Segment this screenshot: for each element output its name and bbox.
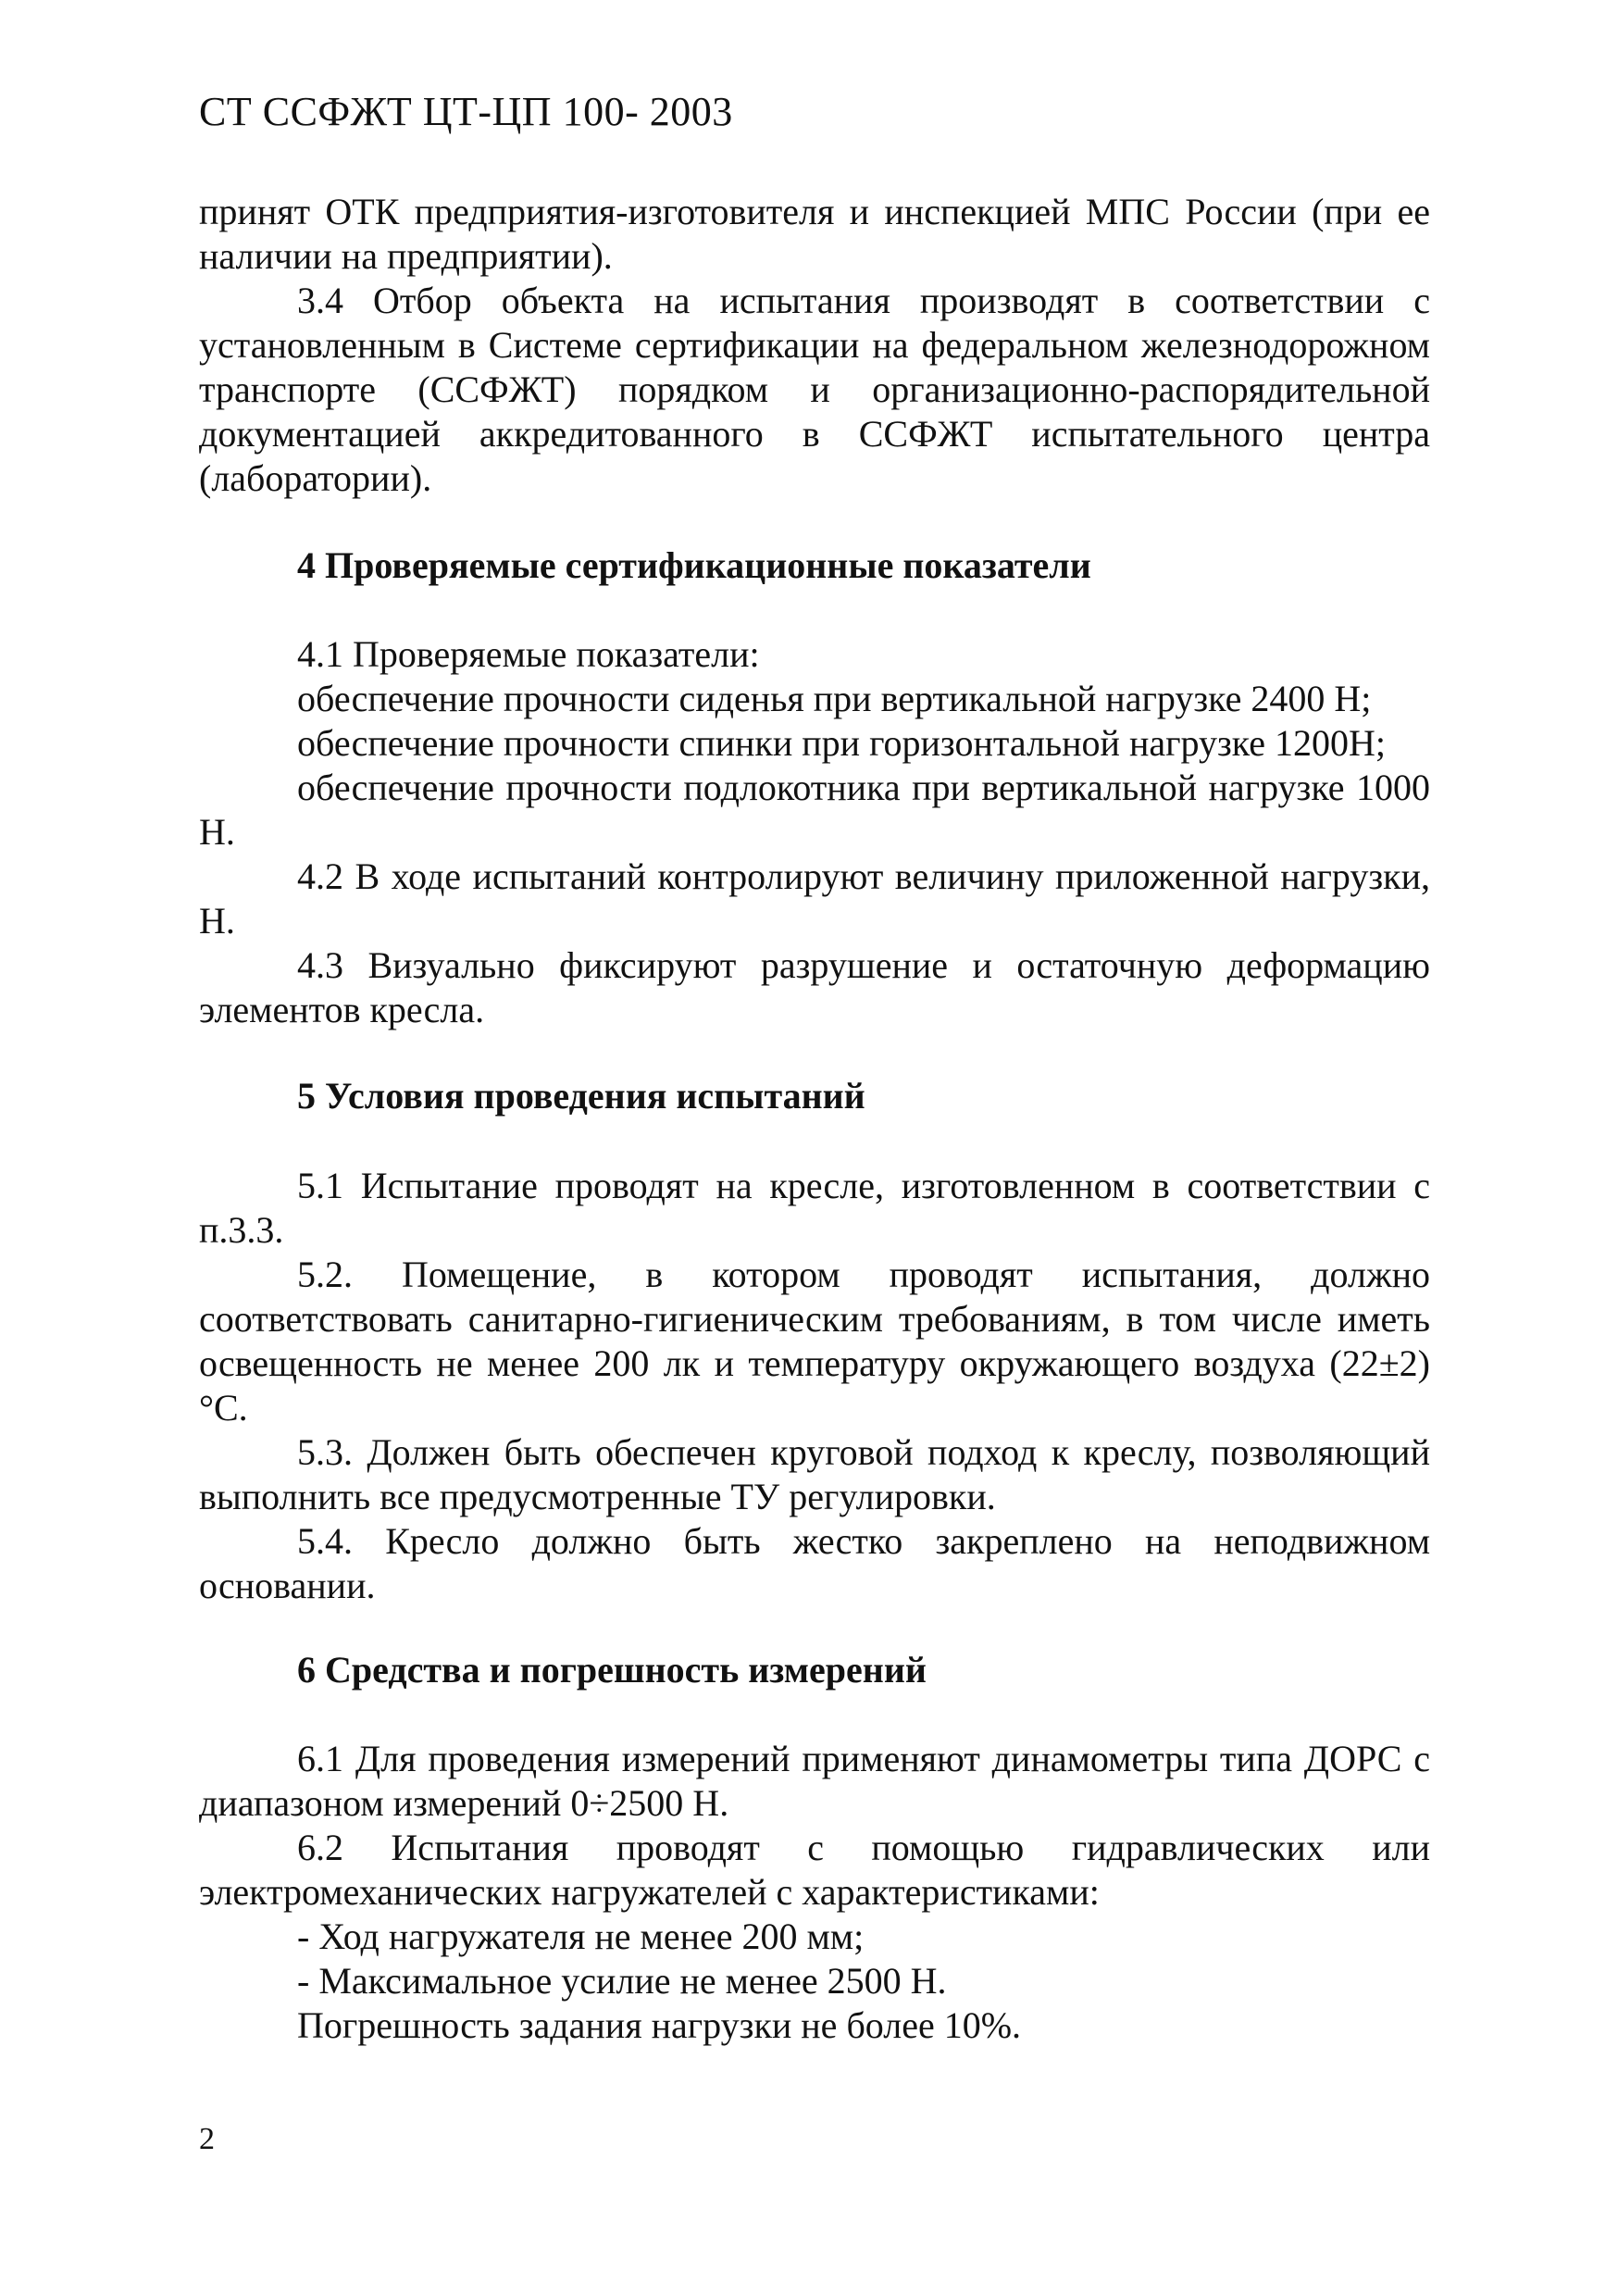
indicator-item-backrest: обеспечение прочности спинки при горизонтальной нагрузке 1200Н; [297, 722, 1386, 764]
paragraph-5-4: 5.4. Кресло должно быть жестко закреплено на неподвижном основании. [199, 1520, 1430, 1606]
loader-spec-force: - Максимальное усилие не менее 2500 Н. [297, 1960, 947, 2002]
page-number: 2 [199, 2122, 215, 2156]
section-5-heading: 5 Условия проведения испытаний [297, 1075, 865, 1117]
section-4-heading: 4 Проверяемые сертификационные показатели [297, 544, 1091, 586]
section-5-body [199, 1164, 1430, 1608]
loader-spec-stroke: - Ход нагружателя не менее 200 мм; [297, 1915, 865, 1957]
section-6-body [199, 1737, 1430, 2048]
paragraph-3-4: 3.4 Отбор объекта на испытания производят в соответствии с установленным в Системе сертификации на федеральном железнодорожном транспорте (ССФЖТ) порядком и организационно-распорядительной документацией аккредитованного в ССФЖТ испытательного центра (лаборатории). [199, 280, 1430, 499]
paragraph-6-2: 6.2 Испытания проводят с помощью гидравлических или электромеханических нагружателей с характеристиками: [199, 1827, 1430, 1913]
intro-block [199, 190, 1430, 501]
paragraph-5-2: 5.2. Помещение, в котором проводят испытания, должно соответствовать санитарно-гигиеническим требованиям, в том числе иметь освещенность не менее 200 лк и температуру окружающего воздуха (22±2)°С. [199, 1254, 1430, 1429]
paragraph-4-3: 4.3 Визуально фиксируют разрушение и остаточную деформацию элементов кресла. [199, 944, 1430, 1030]
section-6 [199, 1648, 1430, 1692]
paragraph-4-2: 4.2 В ходе испытаний контролируют величину приложенной нагрузки, Н. [199, 855, 1430, 942]
section-4 [199, 543, 1430, 588]
section-4-body [199, 632, 1430, 1032]
section-5 [199, 1074, 1430, 1118]
paragraph-intro: принят ОТК предприятия-изготовителя и инспекцией МПС России (при ее наличии на предприятии). [199, 191, 1430, 277]
load-error-note: Погрешность задания нагрузки не более 10%. [297, 2004, 1022, 2046]
paragraph-5-1: 5.1 Испытание проводят на кресле, изготовленном в соответствии с п.3.3. [199, 1165, 1430, 1251]
indicator-item-armrest: обеспечение прочности подлокотника при вертикальной нагрузке 1000 Н. [199, 767, 1430, 853]
paragraph-4-1: 4.1 Проверяемые показатели: [297, 633, 760, 675]
paragraph-5-3: 5.3. Должен быть обеспечен круговой подход к креслу, позволяющий выполнить все предусмотренные ТУ регулировки. [199, 1431, 1430, 1517]
indicator-item-seat: обеспечение прочности сиденья при вертикальной нагрузке 2400 Н; [297, 678, 1372, 719]
document-header: СТ ССФЖТ ЦТ-ЦП 100- 2003 [199, 89, 733, 134]
paragraph-6-1: 6.1 Для проведения измерений применяют динамометры типа ДОРС с диапазоном измерений 0÷2500 Н. [199, 1738, 1430, 1824]
section-6-heading: 6 Средства и погрешность измерений [297, 1649, 927, 1691]
